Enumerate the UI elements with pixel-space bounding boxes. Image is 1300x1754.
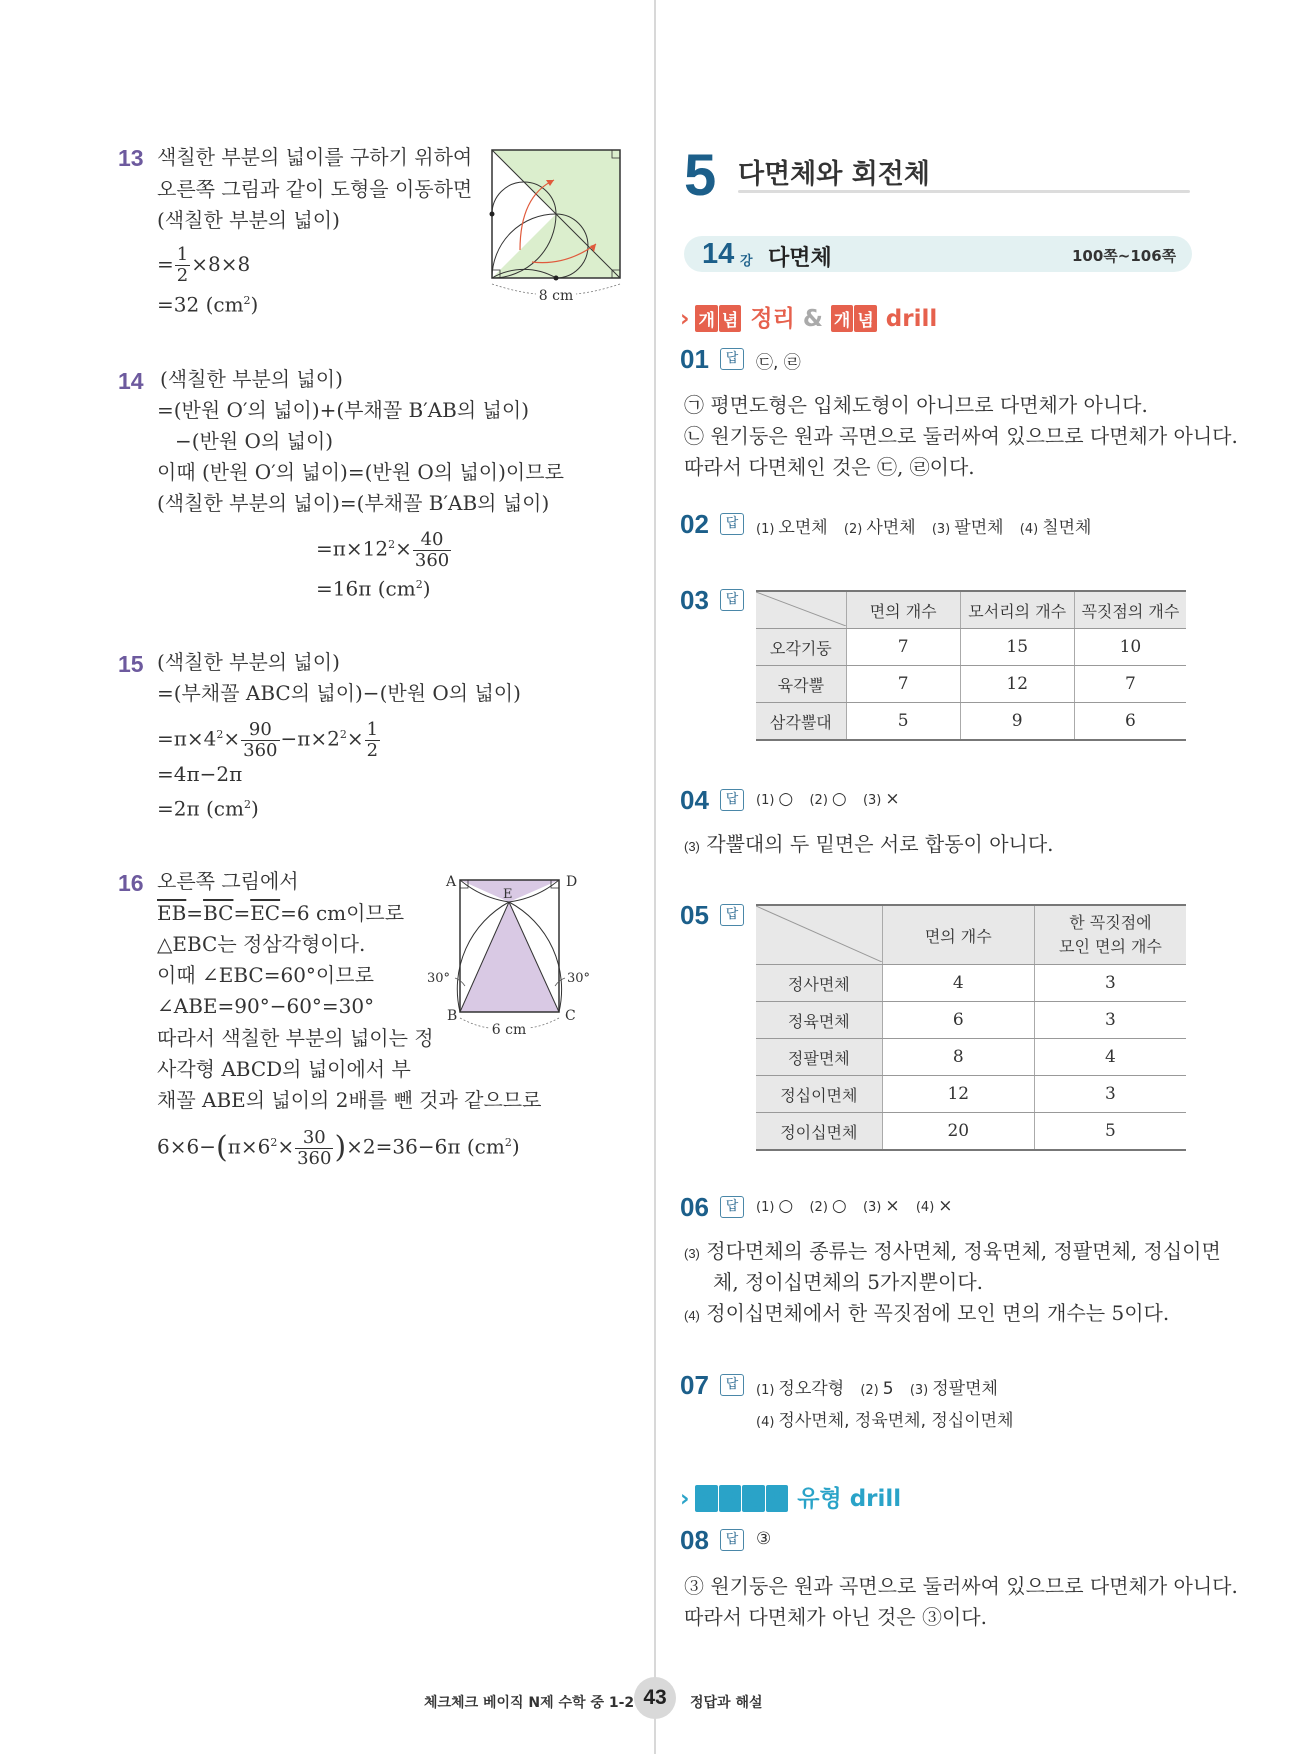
problem-16-line-5: ∠ABE=90°−60°=30° xyxy=(157,994,375,1018)
question-02-number: 02 xyxy=(680,509,709,539)
problem-13-number: 13 xyxy=(118,145,144,171)
chevron-right-icon: › xyxy=(680,306,690,332)
vertex-a: A xyxy=(446,874,457,890)
table-row: 정팔면체 8 4 xyxy=(756,1039,1186,1076)
vertex-e: E xyxy=(503,887,513,902)
question-01-number: 01 xyxy=(680,344,709,374)
problem-16-line-3: △EBC는 정삼각형이다. xyxy=(157,932,366,956)
problem-13-line-2: 오른쪽 그림과 같이 도형을 이동하면 xyxy=(157,177,473,201)
table-header: 모서리의 개수 xyxy=(960,591,1074,629)
answer-icon: 답 xyxy=(720,1196,744,1218)
problem-16-line-8: 채꼴 ABE의 넓이의 2배를 뺀 것과 같으므로 xyxy=(157,1088,542,1112)
problem-15-number: 15 xyxy=(118,651,144,677)
table-corner xyxy=(756,905,882,965)
section-concept-drill: › 개 념 정리 & 개 념 drill xyxy=(680,306,938,332)
problem-15-line-1: (색칠한 부분의 넓이) xyxy=(157,650,340,674)
angle-label-right: 30° xyxy=(567,971,591,986)
lesson-number: 14 xyxy=(702,238,735,270)
problem-13-equation-2: =32 $(cm^2)$ xyxy=(157,292,259,317)
question-06-number: 06 xyxy=(680,1192,709,1222)
problem-16-line-7: 사각형 ABCD의 넓이에서 부 xyxy=(157,1057,411,1081)
problem-16-line-4: 이때 ∠EBC=60°이므로 xyxy=(157,963,374,987)
table-row: 정이십면체 20 5 xyxy=(756,1113,1186,1151)
answer-icon: 답 xyxy=(720,1529,744,1551)
problem-16-line-1: 오른쪽 그림에서 xyxy=(157,869,299,893)
question-01-explanation-2: ㉡ 원기둥은 원과 곡면으로 둘러싸여 있으므로 다면체가 아니다. xyxy=(684,424,1238,448)
problem-13-figure xyxy=(486,146,626,314)
problem-16-line-6: 따라서 색칠한 부분의 넓이는 정 xyxy=(157,1026,434,1050)
problem-14-line-2: =(반원 O′의 넓이)+(부채꼴 B′AB의 넓이) xyxy=(157,398,529,422)
answer-icon: 답 xyxy=(720,1374,744,1396)
question-02-answer: (1) 오면체 (2) 사면체 (3) 팔면체 (4) 칠면체 xyxy=(756,518,1092,538)
table-header: 면의 개수 xyxy=(846,591,960,629)
side-label: 6 cm xyxy=(491,1022,527,1038)
question-08-explanation-2: 따라서 다면체가 아닌 것은 ③이다. xyxy=(684,1605,987,1629)
problem-14-equation-1: $=\pi\times 12^2\times$ $\frac{40}{360}$ xyxy=(316,528,450,571)
question-01-explanation-1: ㉠ 평면도형은 입체도형이 아니므로 다면체가 아니다. xyxy=(684,393,1148,417)
problem-13-equation-1: = $\frac{1}{2}$ ×8×8 xyxy=(157,244,251,286)
question-06-explanation-2: (4) 정이십면체에서 한 꼭짓점에 모인 면의 개수는 5이다. xyxy=(684,1301,1170,1325)
question-01-answer: ㉢, ㉣ xyxy=(756,353,801,373)
vertex-c: C xyxy=(565,1008,576,1024)
table-corner xyxy=(756,591,846,629)
table-header: 한 꼭짓점에 모인 면의 개수 xyxy=(1034,905,1186,965)
question-01-explanation-3: 따라서 다면체인 것은 ㉢, ㉣이다. xyxy=(684,455,975,479)
question-06-explanation-1b: 체, 정이십면체의 5가지뿐이다. xyxy=(713,1270,983,1294)
table-row: 육각뿔 7 12 7 xyxy=(756,666,1186,703)
question-06-explanation-1: (3) 정다면체의 종류는 정사면체, 정육면체, 정팔면체, 정십이면 xyxy=(684,1239,1221,1263)
answer-icon: 답 xyxy=(720,589,744,611)
question-07-number: 07 xyxy=(680,1370,709,1400)
answer-icon: 답 xyxy=(720,789,744,811)
chapter-underline xyxy=(738,190,1190,193)
answer-icon: 답 xyxy=(720,513,744,535)
footer-section: 정답과 해설 xyxy=(690,1695,763,1711)
table-header: 면의 개수 xyxy=(882,905,1034,965)
problem-14-equation-2: =16π $(cm^2)$ xyxy=(316,576,431,601)
problem-14-line-3: −(반원 O의 넓이) xyxy=(175,429,334,453)
question-08-number: 08 xyxy=(680,1525,709,1555)
angle-label-left: 30° xyxy=(427,971,451,986)
section-repeat-drill: › 반 복 반 복 유형 drill xyxy=(680,1486,902,1512)
page-number: 43 xyxy=(634,1677,676,1719)
question-08-explanation-1: ③ 원기둥은 원과 곡면으로 둘러싸여 있으므로 다면체가 아니다. xyxy=(684,1574,1238,1598)
question-04-answer: (1) ○ (2) ○ (3) × xyxy=(756,789,900,809)
lesson-title: 다면체 xyxy=(768,246,832,271)
lesson-pages: 100쪽~106쪽 xyxy=(1072,247,1177,265)
table-header: 꼭짓점의 개수 xyxy=(1074,591,1186,629)
problem-14-line-4: 이때 (반원 O′의 넓이)=(반원 O의 넓이)이므로 xyxy=(157,460,564,484)
question-08-answer: ③ xyxy=(756,1529,772,1549)
problem-13-line-1: 색칠한 부분의 넓이를 구하기 위하여 xyxy=(157,145,473,169)
problem-16-equation: $6\times 6-(\pi\times 6^2\times$ $\frac{30}{360}$ )×2=36−6π $(cm^2)$ xyxy=(157,1126,520,1169)
answer-icon: 답 xyxy=(720,904,744,926)
problem-16-number: 16 xyxy=(118,870,144,896)
question-05-number: 05 xyxy=(680,900,709,930)
problem-14-number: 14 xyxy=(118,368,144,394)
problem-14-line-5: (색칠한 부분의 넓이)=(부채꼴 B′AB의 넓이) xyxy=(157,491,550,515)
table-row: 정육면체 6 3 xyxy=(756,1002,1186,1039)
table-row: 정십이면체 12 3 xyxy=(756,1076,1186,1113)
vertex-d: D xyxy=(566,874,578,890)
answer-icon: 답 xyxy=(720,348,744,370)
chapter-title: 다면체와 회전체 xyxy=(738,159,930,190)
problem-14-line-1: (색칠한 부분의 넓이) xyxy=(160,367,343,391)
footer-book-title: 체크체크 베이직 N제 수학 중 1-2 xyxy=(424,1695,635,1711)
question-07-answer-1: (1) 정오각형 (2) 5 (3) 정팔면체 xyxy=(756,1379,998,1399)
table-row: 정사면체 4 3 xyxy=(756,965,1186,1002)
center-divider xyxy=(654,0,656,1754)
question-04-number: 04 xyxy=(680,785,709,815)
problem-15-line-2: =(부채꼴 ABC의 넓이)−(반원 O의 넓이) xyxy=(157,681,521,705)
question-03-number: 03 xyxy=(680,585,709,615)
problem-16-line-2: $\overline{EB}=\overline{BC}=\overline{EC}=6$ cm이므로 xyxy=(157,901,405,925)
shaded-triangle xyxy=(460,902,559,1012)
question-05-table xyxy=(756,904,1186,1151)
chevron-right-icon: › xyxy=(680,1486,690,1512)
chapter-number: 5 xyxy=(684,143,717,208)
table-row: 오각기둥 7 15 10 xyxy=(756,629,1186,666)
problem-13-figure-label: 8 cm xyxy=(538,288,574,304)
vertex-b: B xyxy=(447,1008,458,1024)
problem-13-line-3: (색칠한 부분의 넓이) xyxy=(157,208,340,232)
problem-15-equation-1: $=\pi\times 4^2\times$ $\frac{90}{360}$ $-\pi\times 2^2\times$ $\frac{1}{2}$ xyxy=(157,718,379,761)
lesson-gang: 강 xyxy=(740,254,753,269)
problem-15-equation-3: =2π $(cm^2)$ xyxy=(157,796,259,821)
table-row: 삼각뿔대 5 9 6 xyxy=(756,703,1186,741)
question-07-answer-2: (4) 정사면체, 정육면체, 정십이면체 xyxy=(756,1411,1014,1431)
problem-16-figure xyxy=(425,870,635,1048)
problem-15-equation-2: =4π−2π xyxy=(157,762,243,786)
question-04-explanation: (3) 각뿔대의 두 밑면은 서로 합동이 아니다. xyxy=(684,832,1054,856)
question-06-answer: (1) ○ (2) ○ (3) × (4) × xyxy=(756,1196,953,1216)
question-03-table xyxy=(756,590,1186,741)
